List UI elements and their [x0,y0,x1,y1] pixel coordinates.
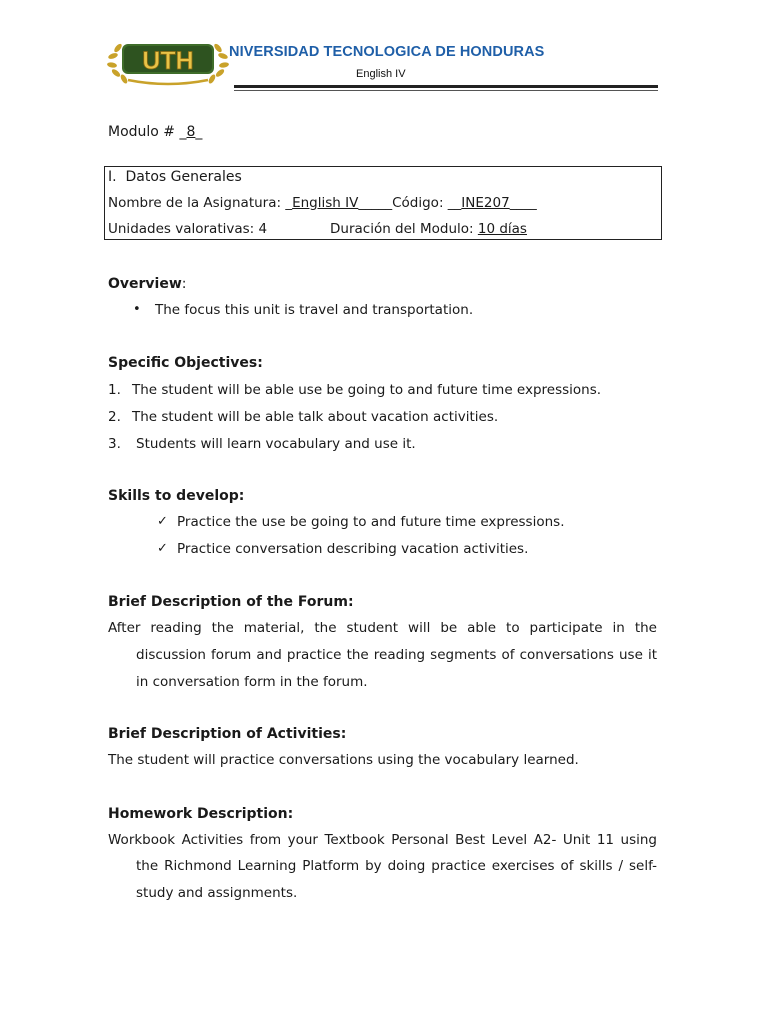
forum-heading: Brief Description of the Forum: [108,594,354,610]
homework-line: the Richmond Learning Platform by doing practice exercises of skills / self- [136,858,657,874]
objective-number: 1. [108,382,121,398]
datos-generales-title: I. Datos Generales [108,169,242,185]
overview-heading: Overview: [108,276,187,292]
logo-text: UTH [142,47,194,75]
objective-number: 3. [108,436,121,452]
duracion-row: Duración del Modulo: 10 días [330,221,527,237]
modulo-number: 8 [186,124,196,140]
unidades-valorativas: Unidades valorativas: 4 [108,221,268,237]
objective-item: Students will learn vocabulary and use it. [136,436,416,452]
homework-line: study and assignments. [136,885,298,901]
activities-heading: Brief Description of Activities: [108,726,347,742]
overview-item: The focus this unit is travel and transportation. [155,302,474,318]
activities-text: The student will practice conversations using the vocabulary learned. [108,752,579,768]
header-rule-thin [234,90,658,91]
checkmark-icon: ✓ [157,541,168,556]
forum-line: After reading the material, the student will be able to participate in the [108,620,657,636]
objective-number: 2. [108,409,121,425]
checkmark-icon: ✓ [157,514,168,529]
objective-item: The student will be able use be going to and future time expressions. [132,382,602,398]
codigo-value: INE207 [461,195,510,211]
homework-line: Workbook Activities from your Textbook Personal Best Level A2- Unit 11 using [108,832,657,848]
asignatura-value: English IV [292,195,359,211]
skills-heading: Skills to develop: [108,488,245,504]
homework-heading: Homework Description: [108,806,294,822]
skill-item: Practice conversation describing vacation activities. [177,541,529,557]
uth-logo [104,30,232,88]
duracion-value: 10 días [477,221,527,237]
forum-line: in conversation form in the forum. [136,674,368,690]
objectives-heading: Specific Objectives: [108,355,263,371]
bullet-dot-icon: • [133,302,141,317]
objective-item: The student will be able talk about vacation activities. [132,409,499,425]
university-title: NIVERSIDAD TECNOLOGICA DE HONDURAS [229,44,545,60]
asignatura-row: Nombre de la Asignatura: _English IV_____Código: __INE207____ [108,195,537,211]
header-rule [234,85,658,88]
skill-item: Practice the use be going to and future time expressions. [177,514,565,530]
forum-line: discussion forum and practice the reading segments of conversations use it [136,647,657,663]
modulo-line: Modulo # _8_ [108,124,203,140]
course-subtitle: English IV [356,68,406,80]
